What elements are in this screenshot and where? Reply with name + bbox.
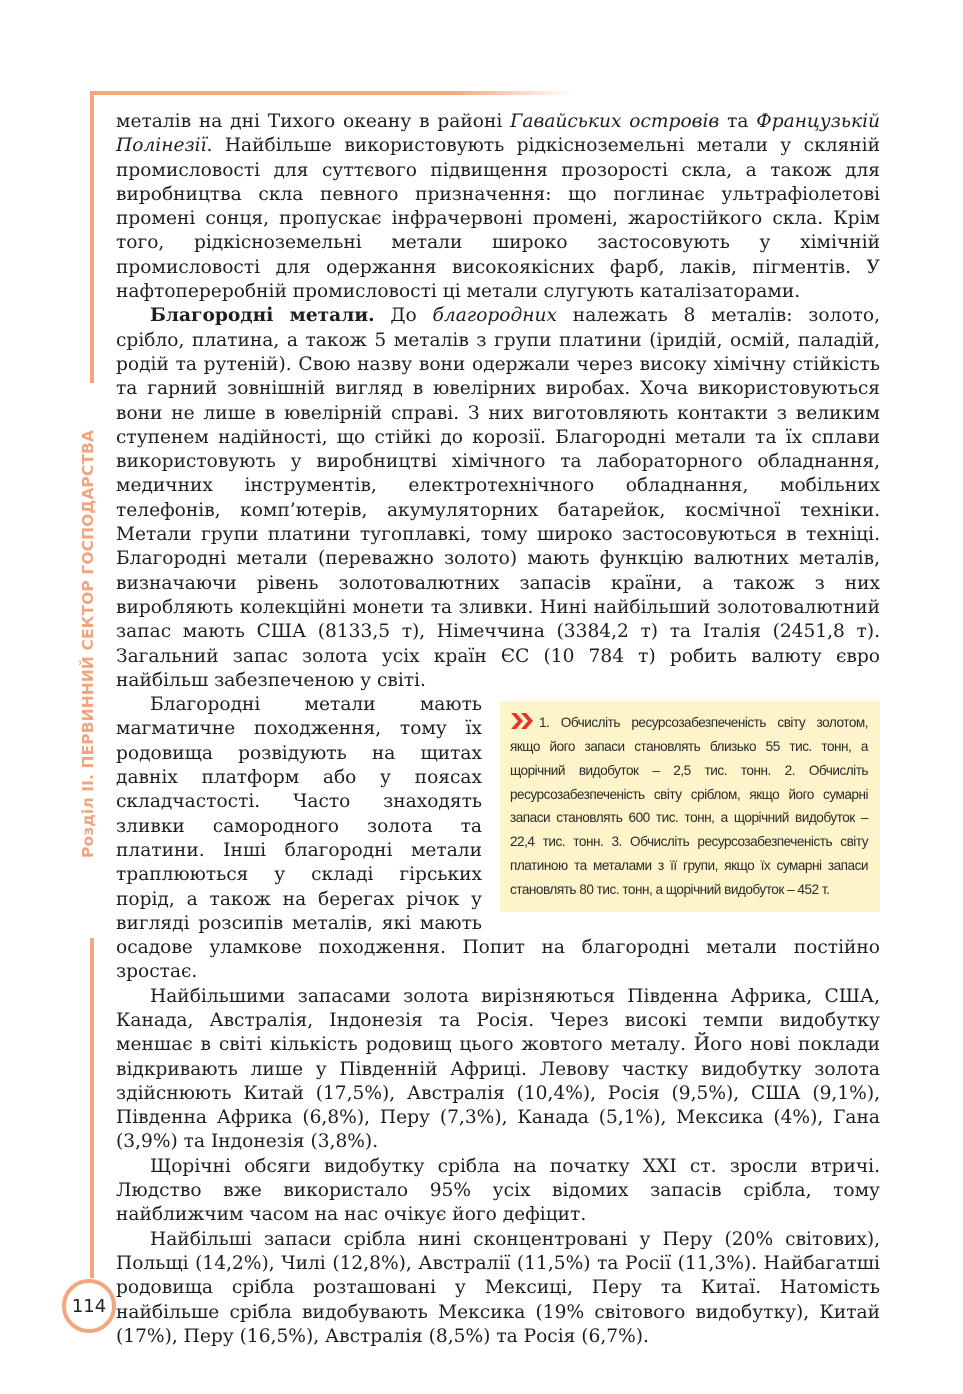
paragraph-gold-reserves: Найбільшими запасами золота вирізняються Південна Африка, США, Канада, Австралія, Індонезія та Росія. Через високі темпи видобутку меншає в світі кількість родовищ цього жовтого металу. Його нові поклади відкривають лише у Південній Африці. Левову частку видобутку золота здійснюють Китай (17,5%), Австралія (10,4%), Росія (9,5%), США (9,1%), Південна Африка (6,8%), Перу (7,3%), Канада (5,1%), Мексика (4%), Гана (3,9%) та Індонезія (3,8%). — [116, 985, 880, 1153]
p2-text-c: належать 8 металів: золото, срібло, платина, а також 5 металів з групи платини (іридій, осмій, паладій, родій та рутеній). Свою назву вони одержали через високу хімічну стійкість та гарний зовнішній вигляд в ювелірних виробах. Хоча використовуються вони не лише в ювелірній справі. З них виготовляють контакти з великим ступенем надійності, що стійкі до корозії. Благородні метали та їх сплави використовують у виробництві хімічного та лабораторного обладнання, медичних інструментів, електротехнічного обладнання, мобільних телефонів, комп’ютерів, акумуляторних батарейок, космічної техніки. Метали групи платини тугоплавкі, тому широко застосовуються в техніці. Благородні метали (переважно золото) мають функцію валютних металів, визначаючи рівень золотовалютних запасів країни, а також з них виробляють колекційні монети та зливки. Нині найбільший золотовалютний запас мають США (8133,5 т), Німеччина (3384,2 т) та Італія (2451,8 т). Загальний запас золота усіх країн ЄС (10 784 т) робить валюту євро найбільш забезпеченою у світі. — [116, 305, 880, 691]
frame-left-line-top — [90, 91, 94, 383]
double-chevron-right-icon — [510, 712, 536, 730]
paragraph-origin — [116, 693, 880, 985]
p2-italic-noble: благородних — [432, 305, 557, 327]
paragraph-silver-mining: Щорічні обсяги видобутку срібла на початку XXI ст. зросли втричі. Людство вже використало 95% усіх відомих запасів срібла, тому найближчим часом на нас очікує його дефіцит. — [116, 1155, 880, 1226]
p1-italic-hawaii: Гавайських островів — [510, 111, 720, 132]
paragraph-rare-earth — [116, 110, 880, 304]
page-number: 114 — [62, 1279, 116, 1333]
paragraph-silver-reserves: Найбільші запаси срібла нині сконцентровані у Перу (20% світових), Польщі (14,2%), Чилі (12,8%), Австралії (11,5%) та Росії (11,3%). Найбагатші родовища срібла розташовані у Мексиці, Перу та Китаї. Натомість найбільше срібла видобувають Мексика (19% світового видобутку), Китай (17%), Перу (16,5%), Австралія (8,5%) та Росія (6,7%). — [116, 1228, 880, 1347]
p1-italic-polynesia: Французькій Полінезії — [116, 111, 880, 157]
p2-text-a: До — [374, 305, 433, 327]
exercise-note-box — [500, 701, 880, 911]
paragraph-noble-metals — [116, 304, 880, 693]
p1-text-a: металів на дні Тихого океану в районі — [116, 111, 511, 132]
body-text — [116, 110, 880, 1349]
p1-text-c: та — [719, 111, 757, 132]
p3-text: Благородні метали мають магматичне походження, тому їх родовища розвідують на щитах давніх платформ або у поясах складчастості. Часто знаходять зливки самородного золота та платини. Інші благородні метали траплюються у складі гірських порід, а також на берегах річок у вигляді розсипів металів, які мають осадове уламкове походження. Попит на благородні метали постійно зростає. — [116, 694, 880, 983]
frame-left-line-bottom — [90, 938, 94, 1278]
exercise-note-text: 1. Обчисліть ресурсозабезпеченість світу золотом, якщо його запаси становлять близько 55 тис. тонн, а щорічний видобуток – 2,5 тис. тонн. 2. Обчисліть ресурсозабезпеченість світу сріблом, якщо його сумарні запаси становлять 600 тис. тонн, а щорічний видобуток – 22,4 тис. тонн. 3. Обчисліть ресурсозабезпеченість світу платиною та металами з її групи, якщо їх сумарні запаси становлять 80 тис. тонн, а щорічний видобуток – 452 т. — [510, 715, 868, 897]
frame-top-line — [92, 91, 452, 95]
noble-metals-heading: Благородні метали. — [150, 305, 375, 327]
p1-text-e: . Найбільше використовують рідкісноземельні метали у скляній промисловості для суттєвого підвищення прозорості скла, а також для виробництва скла певного призначення: що поглинає ультрафіолетові промені сонця, пропускає інфрачервоні промені, жаростійкого скла. Крім того, рідкісноземельні метали широко застосовують у хімічній промисловості для одержання високоякісних фарб, лаків, пігментів. У нафтопереробній промисловості ці метали слугують каталізаторами. — [116, 135, 880, 303]
section-side-label: Розділ II. ПЕРВИННИЙ СЕКТОР ГОСПОДАРСТВА — [79, 429, 97, 858]
